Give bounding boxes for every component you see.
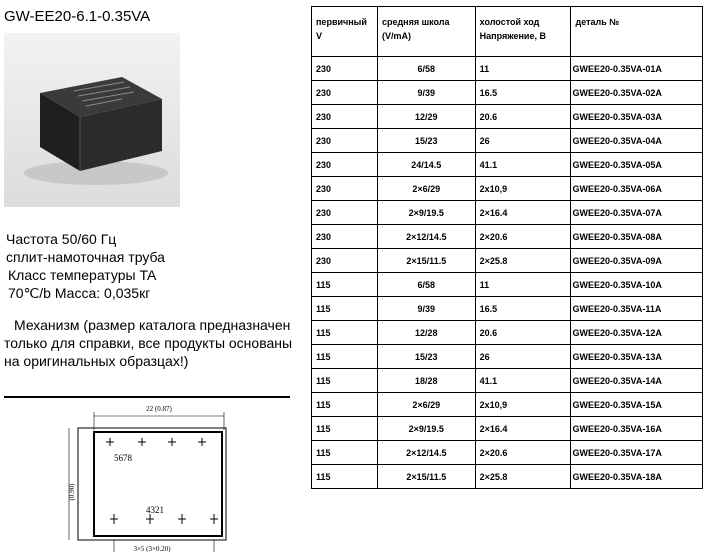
dimension-drawing (64, 402, 264, 552)
divider (4, 396, 290, 398)
header-no-load-voltage: холостой ход Напряжение, В (475, 7, 571, 57)
cell-no-load-voltage: 16.5 (475, 81, 571, 105)
table-row (312, 417, 703, 441)
cell-primary-v: 115 (312, 369, 378, 393)
cell-part-number: GWEE20-0.35VA-17A (571, 441, 703, 465)
cell-primary-v: 230 (312, 201, 378, 225)
table-row (312, 225, 703, 249)
cell-no-load-voltage: 11 (475, 57, 571, 81)
cell-part-number: GWEE20-0.35VA-09A (571, 249, 703, 273)
table-row (312, 345, 703, 369)
table-row (312, 393, 703, 417)
cell-no-load-voltage: 20.6 (475, 321, 571, 345)
cell-secondary: 15/23 (377, 129, 475, 153)
cell-no-load-voltage: 2×16.4 (475, 417, 571, 441)
cell-secondary: 2×15/11.5 (377, 465, 475, 489)
table-row (312, 153, 703, 177)
cell-secondary: 2×12/14.5 (377, 225, 475, 249)
table-row (312, 129, 703, 153)
bottom-dimension-label: 3×5 (3×0.20) (133, 545, 171, 552)
cell-part-number: GWEE20-0.35VA-10A (571, 273, 703, 297)
cell-no-load-voltage: 2×25.8 (475, 249, 571, 273)
cell-secondary: 24/14.5 (377, 153, 475, 177)
cell-primary-v: 230 (312, 249, 378, 273)
cell-primary-v: 230 (312, 105, 378, 129)
specification-table (311, 6, 703, 489)
cell-secondary: 2×15/11.5 (377, 249, 475, 273)
product-title: GW-EE20-6.1-0.35VA (4, 8, 151, 25)
side-dimension-label: (0.90) (68, 483, 76, 501)
cell-part-number: GWEE20-0.35VA-06A (571, 177, 703, 201)
cell-secondary: 15/23 (377, 345, 475, 369)
cell-primary-v: 115 (312, 345, 378, 369)
cell-no-load-voltage: 2×20.6 (475, 441, 571, 465)
cell-secondary: 2×12/14.5 (377, 441, 475, 465)
cell-part-number: GWEE20-0.35VA-14A (571, 369, 703, 393)
cell-part-number: GWEE20-0.35VA-16A (571, 417, 703, 441)
cell-part-number: GWEE20-0.35VA-13A (571, 345, 703, 369)
table-row (312, 57, 703, 81)
cell-no-load-voltage: 26 (475, 345, 571, 369)
table-row (312, 441, 703, 465)
cell-no-load-voltage: 2x10,9 (475, 393, 571, 417)
cell-secondary: 9/39 (377, 297, 475, 321)
cell-no-load-voltage: 41.1 (475, 369, 571, 393)
cell-no-load-voltage: 2×16.4 (475, 201, 571, 225)
cell-part-number: GWEE20-0.35VA-15A (571, 393, 703, 417)
spec-list (6, 230, 165, 302)
table-row (312, 369, 703, 393)
cell-primary-v: 115 (312, 441, 378, 465)
table-row (312, 273, 703, 297)
cell-secondary: 2×6/29 (377, 393, 475, 417)
cell-no-load-voltage: 20.6 (475, 105, 571, 129)
cell-no-load-voltage: 16.5 (475, 297, 571, 321)
cell-part-number: GWEE20-0.35VA-07A (571, 201, 703, 225)
cell-secondary: 2×9/19.5 (377, 417, 475, 441)
table-row (312, 297, 703, 321)
cell-primary-v: 115 (312, 321, 378, 345)
transformer-image (4, 33, 180, 207)
transformer-photo (4, 33, 180, 207)
table-row (312, 249, 703, 273)
cell-secondary: 18/28 (377, 369, 475, 393)
cell-primary-v: 115 (312, 393, 378, 417)
cell-part-number: GWEE20-0.35VA-03A (571, 105, 703, 129)
top-pins (106, 438, 206, 446)
bottom-pins (110, 514, 218, 524)
table-row (312, 201, 703, 225)
cell-primary-v: 115 (312, 465, 378, 489)
header-secondary: средняя школа (V/mA) (377, 7, 475, 57)
spec-mass: 70℃/b Масса: 0,035кг (8, 285, 151, 301)
table-header-row (312, 7, 703, 57)
cell-primary-v: 230 (312, 177, 378, 201)
cell-primary-v: 230 (312, 81, 378, 105)
table-row (312, 105, 703, 129)
cell-no-load-voltage: 2×20.6 (475, 225, 571, 249)
cell-secondary: 12/29 (377, 105, 475, 129)
cell-no-load-voltage: 2×25.8 (475, 465, 571, 489)
cell-primary-v: 115 (312, 273, 378, 297)
cell-part-number: GWEE20-0.35VA-08A (571, 225, 703, 249)
cell-no-load-voltage: 26 (475, 129, 571, 153)
cell-secondary: 2×6/29 (377, 177, 475, 201)
cell-secondary: 6/58 (377, 273, 475, 297)
cell-part-number: GWEE20-0.35VA-11A (571, 297, 703, 321)
cell-part-number: GWEE20-0.35VA-18A (571, 465, 703, 489)
cell-primary-v: 230 (312, 57, 378, 81)
top-pins-label: 5678 (114, 453, 132, 463)
cell-primary-v: 230 (312, 153, 378, 177)
cell-primary-v: 230 (312, 129, 378, 153)
cell-primary-v: 230 (312, 225, 378, 249)
cell-part-number: GWEE20-0.35VA-02A (571, 81, 703, 105)
cell-no-load-voltage: 41.1 (475, 153, 571, 177)
cell-part-number: GWEE20-0.35VA-05A (571, 153, 703, 177)
cell-secondary: 9/39 (377, 81, 475, 105)
catalog-note: Механизм (размер каталога предназначен только для справки, все продукты основаны на оригинальных образцах!) (4, 317, 293, 369)
cell-part-number: GWEE20-0.35VA-01A (571, 57, 703, 81)
cell-no-load-voltage: 2x10,9 (475, 177, 571, 201)
header-part-number: деталь № (571, 7, 703, 57)
cell-part-number: GWEE20-0.35VA-04A (571, 129, 703, 153)
table-row (312, 465, 703, 489)
cell-part-number: GWEE20-0.35VA-12A (571, 321, 703, 345)
spec-winding: сплит-намоточная труба (6, 249, 165, 265)
cell-no-load-voltage: 11 (475, 273, 571, 297)
header-primary-v: первичный V (312, 7, 378, 57)
table-row (312, 321, 703, 345)
cell-secondary: 12/28 (377, 321, 475, 345)
cell-secondary: 6/58 (377, 57, 475, 81)
cell-primary-v: 115 (312, 417, 378, 441)
cell-secondary: 2×9/19.5 (377, 201, 475, 225)
cell-primary-v: 115 (312, 297, 378, 321)
spec-temperature-class: Класс температуры TA (8, 267, 157, 283)
table-row (312, 81, 703, 105)
spec-frequency: Частота 50/60 Гц (6, 231, 117, 247)
top-dimension-label: 22 (0.87) (146, 405, 172, 413)
bottom-pins-label: 4321 (146, 505, 164, 515)
table-row (312, 177, 703, 201)
